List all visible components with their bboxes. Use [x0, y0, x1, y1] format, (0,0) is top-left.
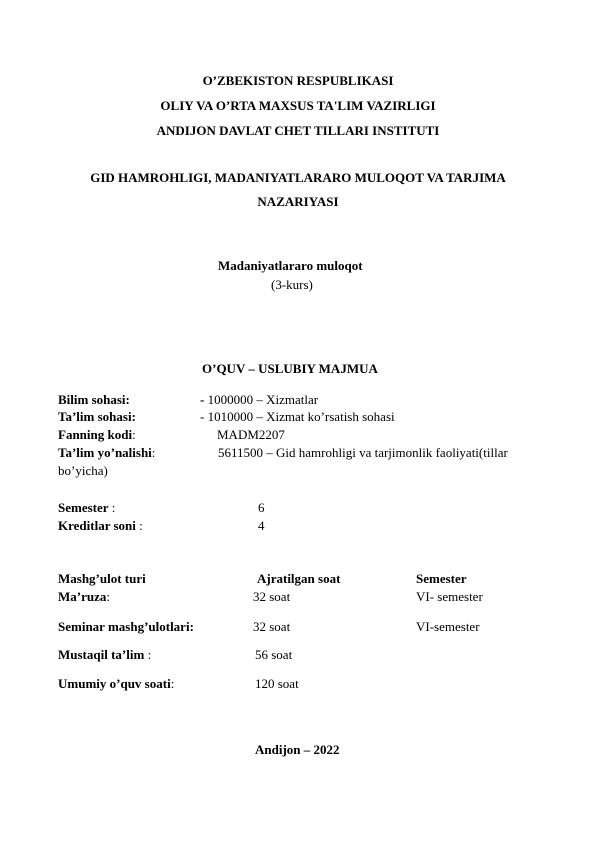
bilim-sohasi-value: - 1000000 – Xizmatlar	[200, 392, 319, 407]
bilim-sohasi-label: Bilim sohasi:	[58, 392, 130, 407]
document-title-line-1: GID HAMROHLIGI, MADANIYATLARARO MULOQOT VA TARJIMA	[90, 170, 506, 185]
column-header-hours: Ajratilgan soat	[257, 571, 341, 586]
city-year-footer: Andijon – 2022	[255, 742, 340, 757]
table-row-label: Umumiy o’quv soati:	[58, 676, 175, 691]
talim-sohasi-value: - 1010000 – Xizmat ko’rsatish sohasi	[200, 409, 395, 424]
kredit-value: 4	[258, 518, 265, 533]
document-title-line-2: NAZARIYASI	[257, 194, 339, 209]
ministry-header-line-2: OLIY VA O’RTA MAXSUS TA'LIM VAZIRLIGI	[160, 98, 436, 113]
column-header-type: Mashg’ulot turi	[58, 571, 146, 586]
complex-title: O’QUV – USLUBIY MAJMUA	[202, 361, 378, 376]
subject-name: Madaniyatlararo muloqot	[218, 258, 363, 273]
table-row-label: Mustaqil ta’lim :	[58, 647, 152, 662]
table-row-hours: 120 soat	[255, 676, 299, 691]
fan-kodi-value: MADM2207	[217, 427, 285, 442]
table-row-semester: VI- semester	[416, 589, 483, 604]
institute-name: ANDIJON DAVLAT CHET TILLARI INSTITUTI	[156, 123, 440, 138]
column-header-semester: Semester	[416, 571, 467, 586]
table-row-semester: VI-semester	[416, 619, 480, 634]
table-row-label: Seminar mashg’ulotlari:	[58, 619, 194, 634]
table-row-hours: 32 soat	[253, 589, 291, 604]
semester-value: 6	[258, 500, 265, 515]
table-row-hours: 56 soat	[255, 647, 293, 662]
fan-kodi-label: Fanning kodi:	[58, 427, 136, 442]
yonalish-value: 5611500 – Gid hamrohligi va tarjimonlik faoliyati(tillar	[218, 445, 508, 460]
table-row-label: Ma’ruza:	[58, 589, 110, 604]
ministry-header-line-1: O’ZBEKISTON RESPUBLIKASI	[202, 73, 394, 88]
yonalish-label: Ta’lim yo’nalishi:	[58, 445, 156, 460]
kredit-label: Kreditlar soni :	[58, 518, 143, 533]
table-row-hours: 32 soat	[253, 619, 291, 634]
talim-sohasi-label: Ta’lim sohasi:	[58, 409, 136, 424]
course-year: (3-kurs)	[271, 277, 313, 292]
yonalish-value-continued: bo’yicha)	[58, 463, 108, 478]
semester-label: Semester :	[58, 500, 116, 515]
